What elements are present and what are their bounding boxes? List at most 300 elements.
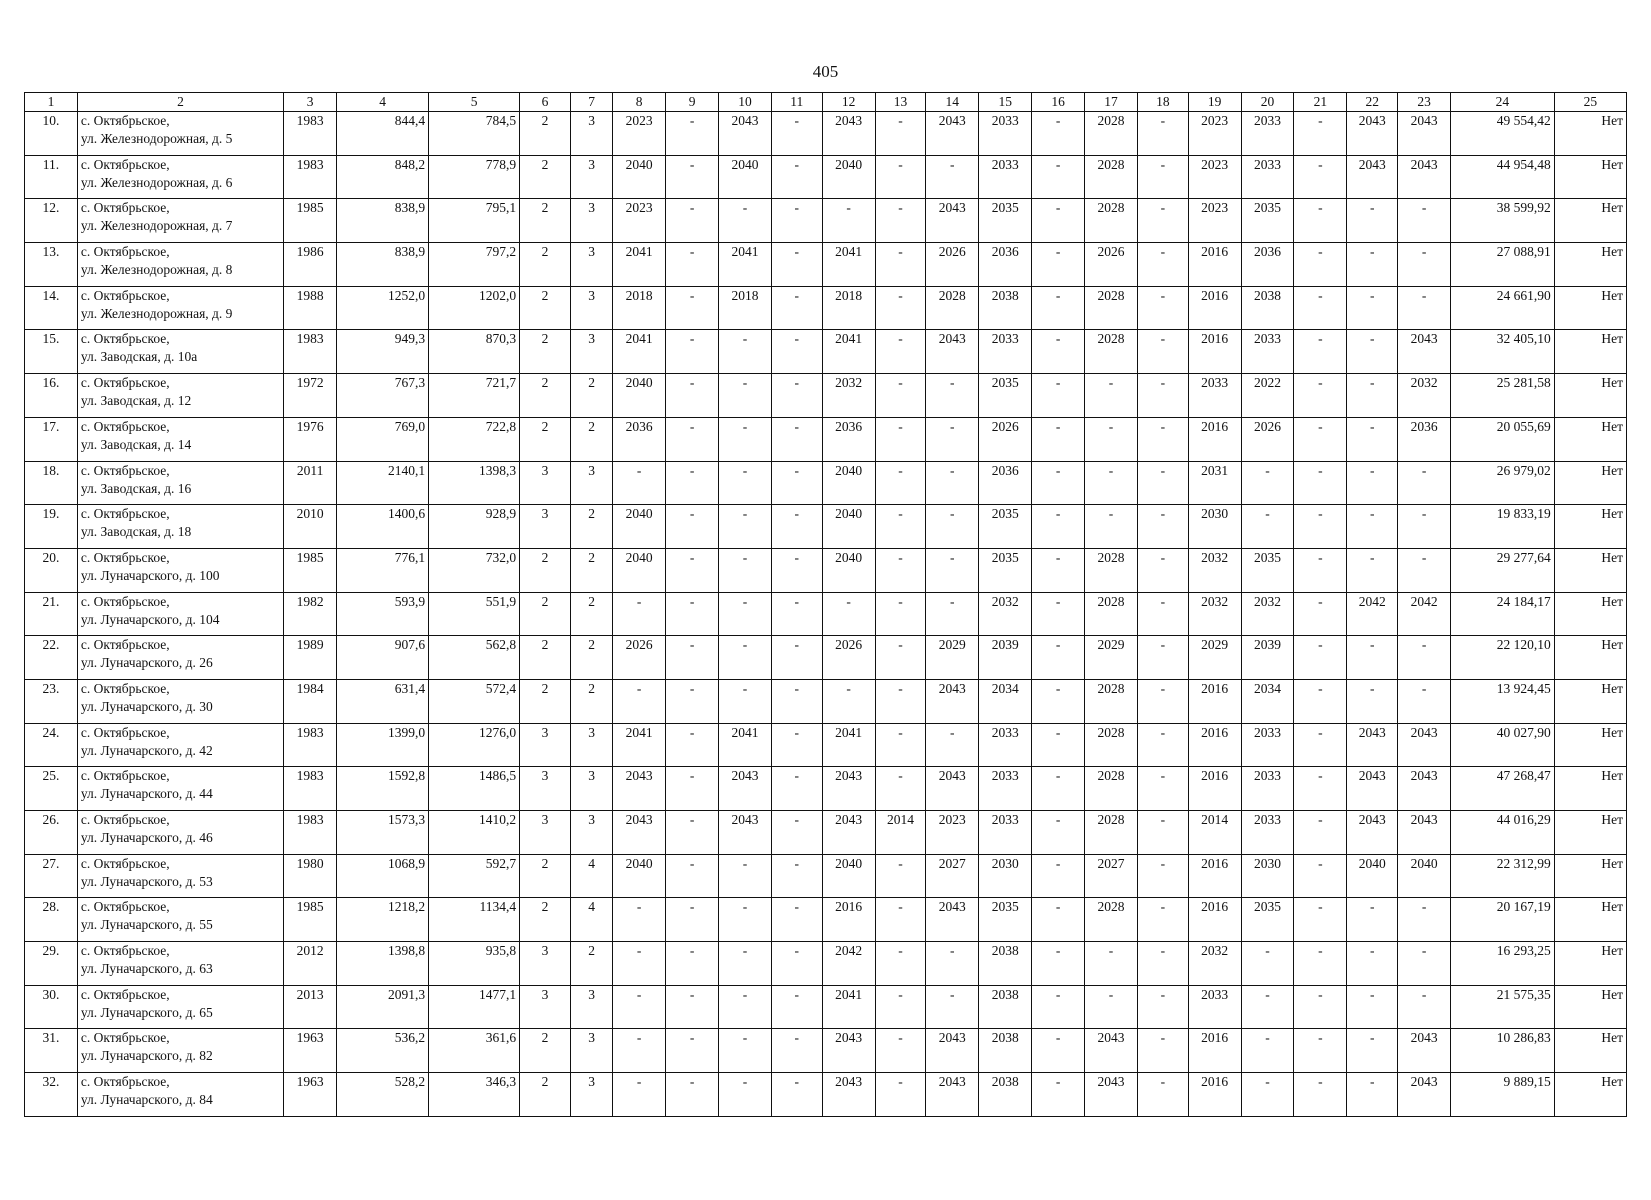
cell-col-22: 2043 xyxy=(1347,112,1398,156)
cell-col-11: - xyxy=(771,854,822,898)
cell-col-18: - xyxy=(1137,286,1188,330)
cell-col-5: 592,7 xyxy=(429,854,520,898)
table-row xyxy=(25,767,1627,811)
cell-col-6: 2 xyxy=(520,243,571,287)
cell-col-3: 1985 xyxy=(284,199,337,243)
cell-col-18: - xyxy=(1137,767,1188,811)
cell-col-18: - xyxy=(1137,1029,1188,1073)
cell-col-22: 2043 xyxy=(1347,155,1398,199)
row-number: 21. xyxy=(25,592,78,636)
cell-col-19: 2030 xyxy=(1188,505,1241,549)
cell-col-22: - xyxy=(1347,548,1398,592)
column-header-21: 21 xyxy=(1294,93,1347,112)
cell-col-9: - xyxy=(666,199,719,243)
cell-col-16: - xyxy=(1032,723,1085,767)
cell-col-9: - xyxy=(666,505,719,549)
cell-col-16: - xyxy=(1032,505,1085,549)
cell-col-25: Нет xyxy=(1554,199,1626,243)
cell-col-15: 2038 xyxy=(979,985,1032,1029)
cell-col-5: 722,8 xyxy=(429,417,520,461)
row-number: 25. xyxy=(25,767,78,811)
cell-col-5: 361,6 xyxy=(429,1029,520,1073)
cell-col-4: 776,1 xyxy=(337,548,429,592)
cell-col-22: 2043 xyxy=(1347,723,1398,767)
address-street: ул. Луначарского, д. 82 xyxy=(80,1048,213,1064)
address-street: ул. Железнодорожная, д. 5 xyxy=(80,131,233,146)
cell-col-14: 2043 xyxy=(926,767,979,811)
column-number-row xyxy=(25,93,1627,112)
cell-col-16: - xyxy=(1032,636,1085,680)
cell-col-6: 2 xyxy=(520,199,571,243)
cell-col-17: 2028 xyxy=(1085,679,1138,723)
cell-col-3: 1983 xyxy=(284,330,337,374)
cell-col-17: 2028 xyxy=(1085,112,1138,156)
table-row xyxy=(25,417,1627,461)
cell-col-16: - xyxy=(1032,898,1085,942)
cell-col-21: - xyxy=(1294,374,1347,418)
address-street: ул. Луначарского, д. 30 xyxy=(80,698,213,714)
cell-col-3: 1984 xyxy=(284,679,337,723)
row-number: 24. xyxy=(25,723,78,767)
cell-col-7: 2 xyxy=(570,942,612,986)
column-header-22: 22 xyxy=(1347,93,1398,112)
cell-col-22: - xyxy=(1347,679,1398,723)
address-street: ул. Луначарского, д. 55 xyxy=(80,917,213,933)
cell-col-6: 2 xyxy=(520,548,571,592)
cell-col-5: 784,5 xyxy=(429,112,520,156)
cell-col-23: 2043 xyxy=(1398,1029,1451,1073)
cell-col-11: - xyxy=(771,767,822,811)
cell-col-24: 24 184,17 xyxy=(1451,592,1555,636)
address-locality: с. Октябрьское, xyxy=(80,331,170,347)
cell-col-23: 2036 xyxy=(1398,417,1451,461)
cell-col-13: - xyxy=(875,548,926,592)
cell-col-19: 2016 xyxy=(1188,286,1241,330)
address-locality: с. Октябрьское, xyxy=(80,899,170,915)
cell-col-15: 2036 xyxy=(979,243,1032,287)
cell-col-6: 2 xyxy=(520,1073,571,1117)
cell-col-3: 1986 xyxy=(284,243,337,287)
cell-col-4: 631,4 xyxy=(337,679,429,723)
cell-col-23: 2040 xyxy=(1398,854,1451,898)
cell-col-7: 3 xyxy=(570,985,612,1029)
cell-col-14: 2028 xyxy=(926,286,979,330)
cell-col-13: - xyxy=(875,199,926,243)
address-street: ул. Заводская, д. 14 xyxy=(80,436,192,452)
cell-col-13: - xyxy=(875,898,926,942)
cell-col-22: - xyxy=(1347,1073,1398,1117)
cell-col-11: - xyxy=(771,636,822,680)
cell-col-15: 2036 xyxy=(979,461,1032,505)
cell-col-3: 2012 xyxy=(284,942,337,986)
cell-col-4: 1068,9 xyxy=(337,854,429,898)
cell-col-20: - xyxy=(1241,985,1294,1029)
cell-col-15: 2033 xyxy=(979,112,1032,156)
cell-col-5: 1477,1 xyxy=(429,985,520,1029)
cell-col-9: - xyxy=(666,243,719,287)
cell-col-20: 2033 xyxy=(1241,112,1294,156)
cell-col-7: 3 xyxy=(570,723,612,767)
cell-col-18: - xyxy=(1137,112,1188,156)
cell-col-21: - xyxy=(1294,767,1347,811)
column-header-7: 7 xyxy=(570,93,612,112)
cell-col-13: - xyxy=(875,330,926,374)
cell-col-18: - xyxy=(1137,505,1188,549)
cell-col-22: - xyxy=(1347,505,1398,549)
row-number: 27. xyxy=(25,854,78,898)
cell-col-11: - xyxy=(771,155,822,199)
cell-col-16: - xyxy=(1032,330,1085,374)
cell-col-21: - xyxy=(1294,723,1347,767)
row-number: 20. xyxy=(25,548,78,592)
column-header-23: 23 xyxy=(1398,93,1451,112)
cell-col-16: - xyxy=(1032,243,1085,287)
cell-col-21: - xyxy=(1294,942,1347,986)
cell-col-9: - xyxy=(666,155,719,199)
cell-col-3: 1963 xyxy=(284,1029,337,1073)
cell-col-15: 2033 xyxy=(979,811,1032,855)
cell-col-22: - xyxy=(1347,417,1398,461)
cell-col-13: - xyxy=(875,461,926,505)
cell-col-17: - xyxy=(1085,505,1138,549)
cell-col-5: 562,8 xyxy=(429,636,520,680)
table-row xyxy=(25,723,1627,767)
cell-col-13: - xyxy=(875,505,926,549)
cell-col-20: - xyxy=(1241,1073,1294,1117)
address-locality: с. Октябрьское, xyxy=(80,462,170,478)
cell-col-10: - xyxy=(719,942,772,986)
table-row xyxy=(25,1073,1627,1117)
cell-col-3: 1976 xyxy=(284,417,337,461)
column-header-12: 12 xyxy=(822,93,875,112)
address-cell xyxy=(77,592,283,636)
cell-col-21: - xyxy=(1294,898,1347,942)
table-row xyxy=(25,286,1627,330)
cell-col-18: - xyxy=(1137,374,1188,418)
cell-col-3: 2011 xyxy=(284,461,337,505)
table-row xyxy=(25,112,1627,156)
cell-col-4: 838,9 xyxy=(337,243,429,287)
row-number: 14. xyxy=(25,286,78,330)
cell-col-17: - xyxy=(1085,374,1138,418)
cell-col-16: - xyxy=(1032,985,1085,1029)
cell-col-9: - xyxy=(666,1073,719,1117)
row-number: 28. xyxy=(25,898,78,942)
cell-col-18: - xyxy=(1137,243,1188,287)
cell-col-5: 797,2 xyxy=(429,243,520,287)
cell-col-5: 935,8 xyxy=(429,942,520,986)
column-header-24: 24 xyxy=(1451,93,1555,112)
cell-col-19: 2031 xyxy=(1188,461,1241,505)
address-street: ул. Луначарского, д. 63 xyxy=(80,961,213,977)
cell-col-19: 2016 xyxy=(1188,1073,1241,1117)
cell-col-8: 2023 xyxy=(613,199,666,243)
cell-col-4: 1573,3 xyxy=(337,811,429,855)
cell-col-14: 2043 xyxy=(926,679,979,723)
address-cell xyxy=(77,985,283,1029)
housing-repair-table xyxy=(24,92,1627,1117)
cell-col-23: 2043 xyxy=(1398,155,1451,199)
cell-col-22: - xyxy=(1347,374,1398,418)
cell-col-24: 21 575,35 xyxy=(1451,985,1555,1029)
cell-col-13: 2014 xyxy=(875,811,926,855)
cell-col-20: 2033 xyxy=(1241,330,1294,374)
cell-col-15: 2038 xyxy=(979,1073,1032,1117)
cell-col-19: 2014 xyxy=(1188,811,1241,855)
cell-col-14: - xyxy=(926,155,979,199)
cell-col-14: 2029 xyxy=(926,636,979,680)
cell-col-12: 2043 xyxy=(822,811,875,855)
cell-col-23: - xyxy=(1398,942,1451,986)
cell-col-9: - xyxy=(666,854,719,898)
cell-col-10: - xyxy=(719,461,772,505)
address-locality: с. Октябрьское, xyxy=(80,375,170,391)
cell-col-24: 49 554,42 xyxy=(1451,112,1555,156)
table-row xyxy=(25,636,1627,680)
cell-col-10: - xyxy=(719,636,772,680)
cell-col-10: - xyxy=(719,199,772,243)
address-street: ул. Заводская, д. 10а xyxy=(80,349,198,365)
address-locality: с. Октябрьское, xyxy=(80,418,170,434)
cell-col-16: - xyxy=(1032,461,1085,505)
address-cell xyxy=(77,942,283,986)
table-row xyxy=(25,592,1627,636)
cell-col-15: 2030 xyxy=(979,854,1032,898)
cell-col-11: - xyxy=(771,112,822,156)
cell-col-17: - xyxy=(1085,942,1138,986)
cell-col-10: - xyxy=(719,505,772,549)
cell-col-17: 2028 xyxy=(1085,723,1138,767)
cell-col-9: - xyxy=(666,286,719,330)
cell-col-13: - xyxy=(875,155,926,199)
cell-col-15: 2026 xyxy=(979,417,1032,461)
cell-col-18: - xyxy=(1137,461,1188,505)
address-street: ул. Заводская, д. 18 xyxy=(80,524,192,540)
column-header-5: 5 xyxy=(429,93,520,112)
table-row xyxy=(25,1029,1627,1073)
cell-col-8: 2043 xyxy=(613,811,666,855)
cell-col-25: Нет xyxy=(1554,417,1626,461)
cell-col-18: - xyxy=(1137,636,1188,680)
cell-col-19: 2016 xyxy=(1188,898,1241,942)
cell-col-5: 1202,0 xyxy=(429,286,520,330)
cell-col-8: - xyxy=(613,461,666,505)
cell-col-20: 2038 xyxy=(1241,286,1294,330)
cell-col-4: 767,3 xyxy=(337,374,429,418)
cell-col-20: 2035 xyxy=(1241,199,1294,243)
cell-col-13: - xyxy=(875,636,926,680)
cell-col-18: - xyxy=(1137,199,1188,243)
table-row xyxy=(25,985,1627,1029)
cell-col-23: - xyxy=(1398,286,1451,330)
cell-col-18: - xyxy=(1137,330,1188,374)
address-street: ул. Луначарского, д. 44 xyxy=(80,786,213,802)
cell-col-13: - xyxy=(875,1073,926,1117)
address-locality: с. Октябрьское, xyxy=(80,724,170,740)
cell-col-19: 2033 xyxy=(1188,985,1241,1029)
cell-col-23: - xyxy=(1398,985,1451,1029)
address-locality: с. Октябрьское, xyxy=(80,637,170,653)
cell-col-22: - xyxy=(1347,286,1398,330)
address-street: ул. Железнодорожная, д. 9 xyxy=(80,305,233,321)
cell-col-16: - xyxy=(1032,374,1085,418)
cell-col-6: 2 xyxy=(520,898,571,942)
row-number: 12. xyxy=(25,199,78,243)
cell-col-25: Нет xyxy=(1554,330,1626,374)
cell-col-7: 4 xyxy=(570,854,612,898)
address-cell xyxy=(77,505,283,549)
cell-col-16: - xyxy=(1032,1073,1085,1117)
cell-col-5: 732,0 xyxy=(429,548,520,592)
address-locality: с. Октябрьское, xyxy=(80,156,170,172)
cell-col-20: - xyxy=(1241,942,1294,986)
cell-col-12: - xyxy=(822,592,875,636)
cell-col-11: - xyxy=(771,199,822,243)
cell-col-21: - xyxy=(1294,985,1347,1029)
cell-col-19: 2033 xyxy=(1188,374,1241,418)
cell-col-9: - xyxy=(666,548,719,592)
cell-col-13: - xyxy=(875,767,926,811)
cell-col-23: - xyxy=(1398,679,1451,723)
address-locality: с. Октябрьское, xyxy=(80,855,170,871)
cell-col-9: - xyxy=(666,811,719,855)
cell-col-20: 2032 xyxy=(1241,592,1294,636)
cell-col-24: 29 277,64 xyxy=(1451,548,1555,592)
cell-col-25: Нет xyxy=(1554,723,1626,767)
cell-col-24: 20 167,19 xyxy=(1451,898,1555,942)
cell-col-13: - xyxy=(875,723,926,767)
cell-col-12: 2040 xyxy=(822,505,875,549)
cell-col-12: 2041 xyxy=(822,985,875,1029)
cell-col-21: - xyxy=(1294,155,1347,199)
cell-col-16: - xyxy=(1032,286,1085,330)
cell-col-16: - xyxy=(1032,854,1085,898)
cell-col-15: 2033 xyxy=(979,330,1032,374)
cell-col-25: Нет xyxy=(1554,374,1626,418)
cell-col-10: 2043 xyxy=(719,811,772,855)
cell-col-11: - xyxy=(771,592,822,636)
cell-col-12: 2040 xyxy=(822,155,875,199)
cell-col-10: - xyxy=(719,417,772,461)
address-locality: с. Октябрьское, xyxy=(80,549,170,565)
cell-col-19: 2023 xyxy=(1188,112,1241,156)
cell-col-25: Нет xyxy=(1554,985,1626,1029)
address-street: ул. Луначарского, д. 84 xyxy=(80,1092,213,1108)
address-street: ул. Луначарского, д. 42 xyxy=(80,742,213,758)
cell-col-12: 2026 xyxy=(822,636,875,680)
row-number: 26. xyxy=(25,811,78,855)
cell-col-24: 19 833,19 xyxy=(1451,505,1555,549)
cell-col-3: 2010 xyxy=(284,505,337,549)
address-street: ул. Заводская, д. 16 xyxy=(80,480,192,496)
table-row xyxy=(25,199,1627,243)
cell-col-9: - xyxy=(666,723,719,767)
cell-col-21: - xyxy=(1294,199,1347,243)
cell-col-6: 3 xyxy=(520,767,571,811)
cell-col-13: - xyxy=(875,286,926,330)
cell-col-19: 2023 xyxy=(1188,155,1241,199)
cell-col-6: 3 xyxy=(520,505,571,549)
cell-col-15: 2038 xyxy=(979,942,1032,986)
column-header-2: 2 xyxy=(77,93,283,112)
cell-col-13: - xyxy=(875,985,926,1029)
column-header-8: 8 xyxy=(613,93,666,112)
cell-col-18: - xyxy=(1137,1073,1188,1117)
cell-col-15: 2035 xyxy=(979,505,1032,549)
cell-col-5: 870,3 xyxy=(429,330,520,374)
cell-col-3: 1983 xyxy=(284,112,337,156)
cell-col-18: - xyxy=(1137,723,1188,767)
cell-col-22: 2040 xyxy=(1347,854,1398,898)
table-row xyxy=(25,854,1627,898)
cell-col-23: - xyxy=(1398,199,1451,243)
cell-col-22: - xyxy=(1347,330,1398,374)
address-locality: с. Октябрьское, xyxy=(80,1074,170,1090)
cell-col-7: 3 xyxy=(570,112,612,156)
cell-col-3: 2013 xyxy=(284,985,337,1029)
cell-col-21: - xyxy=(1294,417,1347,461)
cell-col-8: 2018 xyxy=(613,286,666,330)
cell-col-14: 2043 xyxy=(926,112,979,156)
cell-col-9: - xyxy=(666,112,719,156)
column-header-16: 16 xyxy=(1032,93,1085,112)
cell-col-23: 2043 xyxy=(1398,723,1451,767)
column-header-20: 20 xyxy=(1241,93,1294,112)
cell-col-20: 2033 xyxy=(1241,155,1294,199)
cell-col-7: 3 xyxy=(570,1073,612,1117)
cell-col-19: 2016 xyxy=(1188,679,1241,723)
cell-col-8: 2026 xyxy=(613,636,666,680)
cell-col-9: - xyxy=(666,592,719,636)
cell-col-21: - xyxy=(1294,286,1347,330)
cell-col-7: 3 xyxy=(570,243,612,287)
cell-col-10: - xyxy=(719,1029,772,1073)
cell-col-14: - xyxy=(926,592,979,636)
row-number: 31. xyxy=(25,1029,78,1073)
cell-col-17: 2028 xyxy=(1085,155,1138,199)
cell-col-21: - xyxy=(1294,811,1347,855)
cell-col-15: 2035 xyxy=(979,374,1032,418)
cell-col-18: - xyxy=(1137,548,1188,592)
cell-col-4: 1400,6 xyxy=(337,505,429,549)
cell-col-15: 2039 xyxy=(979,636,1032,680)
cell-col-22: 2042 xyxy=(1347,592,1398,636)
address-cell xyxy=(77,243,283,287)
address-locality: с. Октябрьское, xyxy=(80,986,170,1002)
cell-col-20: 2033 xyxy=(1241,811,1294,855)
cell-col-7: 4 xyxy=(570,898,612,942)
cell-col-14: 2043 xyxy=(926,1029,979,1073)
cell-col-3: 1980 xyxy=(284,854,337,898)
address-cell xyxy=(77,548,283,592)
cell-col-21: - xyxy=(1294,636,1347,680)
cell-col-8: 2040 xyxy=(613,155,666,199)
cell-col-11: - xyxy=(771,243,822,287)
column-header-9: 9 xyxy=(666,93,719,112)
cell-col-20: 2035 xyxy=(1241,898,1294,942)
table-row xyxy=(25,374,1627,418)
cell-col-25: Нет xyxy=(1554,592,1626,636)
cell-col-25: Нет xyxy=(1554,898,1626,942)
cell-col-24: 40 027,90 xyxy=(1451,723,1555,767)
table-row xyxy=(25,548,1627,592)
cell-col-3: 1988 xyxy=(284,286,337,330)
cell-col-8: 2041 xyxy=(613,330,666,374)
address-locality: с. Октябрьское, xyxy=(80,244,170,260)
cell-col-6: 2 xyxy=(520,330,571,374)
cell-col-14: - xyxy=(926,505,979,549)
cell-col-3: 1983 xyxy=(284,767,337,811)
